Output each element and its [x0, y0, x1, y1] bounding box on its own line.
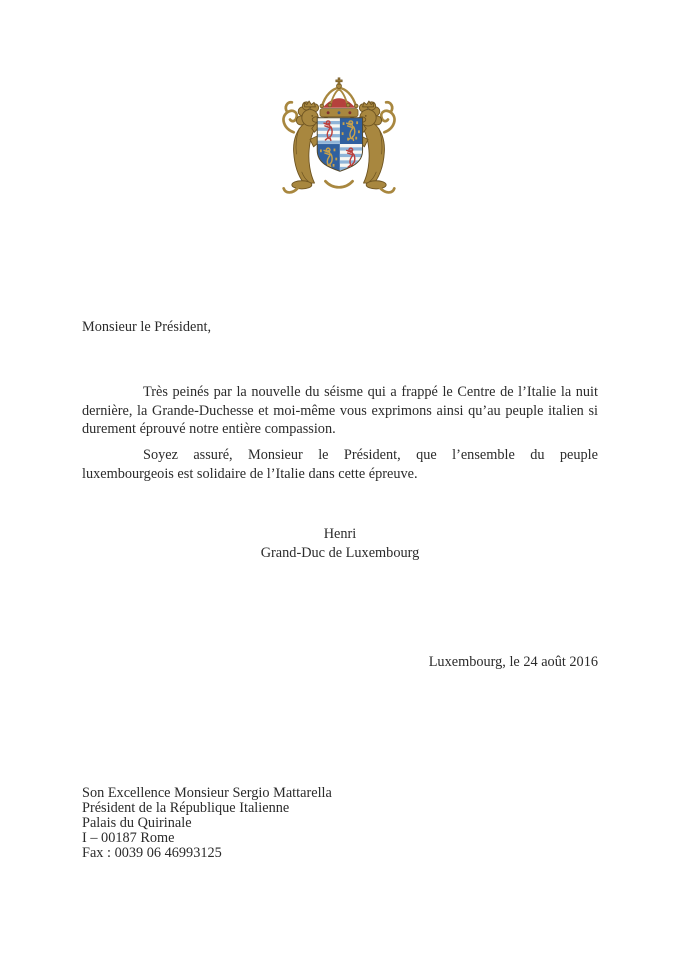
body-line: durement éprouvé notre entière compassion.	[82, 421, 336, 438]
crown-icon	[320, 78, 358, 117]
body-line: Soyez assuré, Monsieur le Président, que l’ensemble du peuple	[143, 447, 598, 463]
recipient-city: I – 00187 Rome	[82, 829, 175, 846]
recipient-fax: Fax : 0039 06 46993125	[82, 844, 222, 861]
signature-title: Grand-Duc de Luxembourg	[260, 544, 420, 561]
shield-icon	[317, 118, 362, 171]
signature-name: Henri	[323, 526, 357, 542]
body-paragraph-1	[82, 383, 598, 439]
recipient-title: Président de la République Italienne	[82, 799, 290, 816]
signature-block	[82, 525, 598, 562]
scroll-ornament	[325, 181, 352, 187]
salutation: Monsieur le Président,	[82, 319, 212, 335]
date-line: Luxembourg, le 24 août 2016	[428, 654, 598, 670]
recipient-address	[82, 786, 332, 861]
body-paragraph-2	[82, 446, 598, 483]
recipient-palace: Palais du Quirinale	[82, 814, 192, 831]
body-line: Très peinés par la nouvelle du séisme qui a frappé le Centre de l’Italie la nuit	[143, 384, 598, 400]
coat-of-arms	[271, 76, 407, 203]
body-line: dernière, la Grande-Duchesse et moi-même vous exprimons ainsi qu’au peuple italien si	[82, 402, 598, 419]
recipient-name: Son Excellence Monsieur Sergio Mattarella	[82, 785, 332, 801]
body-line: luxembourgeois est solidaire de l’Italie dans cette épreuve.	[82, 465, 418, 482]
